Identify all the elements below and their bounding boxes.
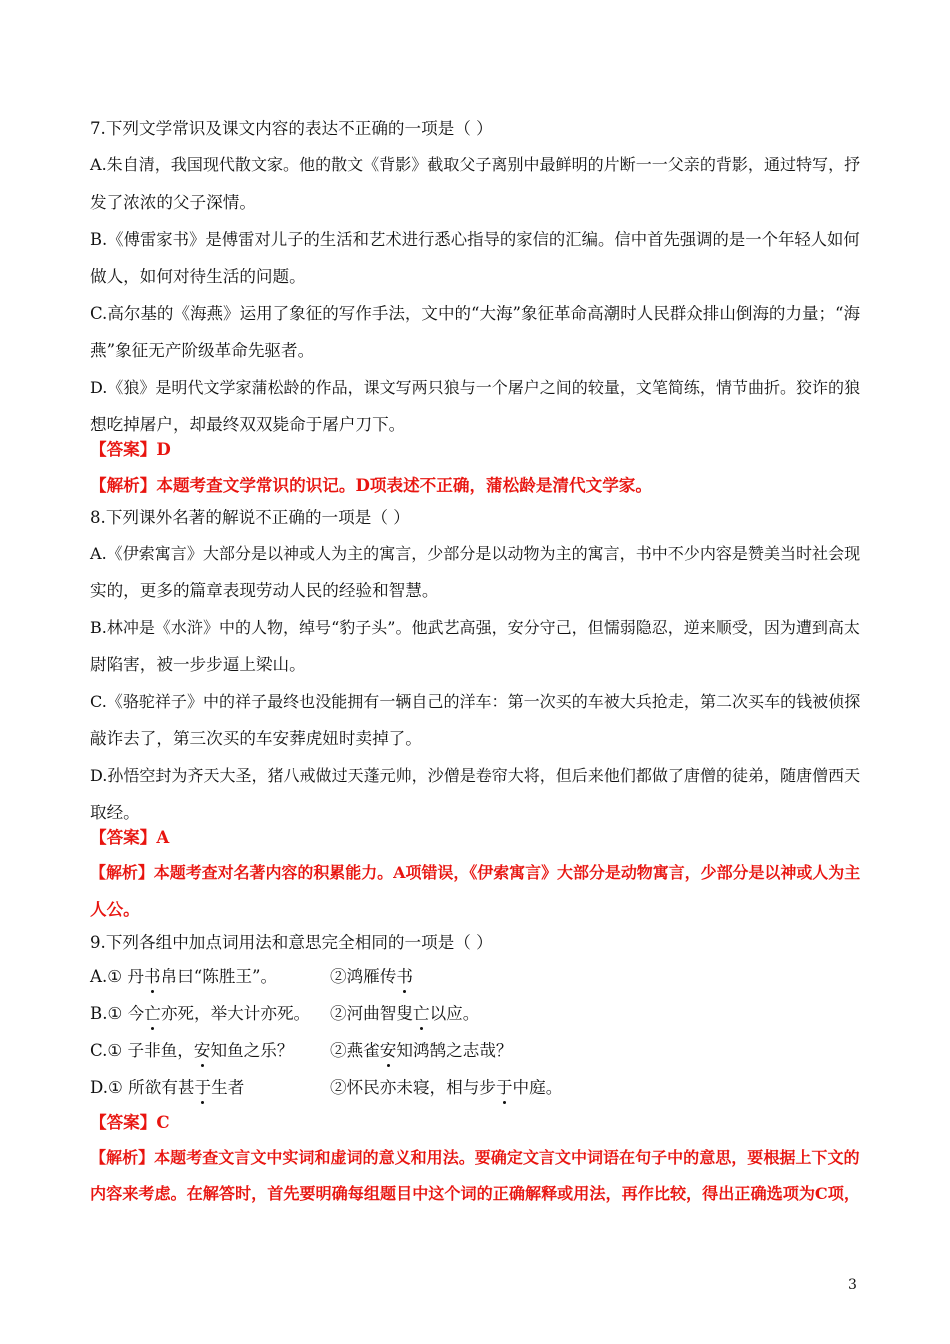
q7-option-a-line1: A.朱自清，我国现代散文家。他的散文《背影》截取父子离别中最鲜明的片断一一父亲的背影，通过特写，抒: [90, 155, 861, 174]
q8-option-b-line2: 尉陷害，被一步步逼上梁山。: [90, 655, 306, 674]
q9-c-left-dotted-word: 安: [193, 1041, 211, 1060]
q8-option-d-line2: 取经。: [90, 803, 140, 822]
q9-a-left-suffix: 帛曰“陈胜王”。: [160, 967, 278, 986]
q9-b-left-prefix: B.① 今: [90, 1004, 145, 1023]
q9-d-left-suffix: 生者: [211, 1078, 245, 1097]
q9-c-right-dotted-word: 安: [379, 1041, 397, 1060]
q8-option-d-line1: D.孙悟空封为齐天大圣，猪八戒做过天蓬元帅，沙僧是卷帘大将，但后来他们都做了唐僧的徒弟，随唐僧西天: [90, 766, 861, 785]
q9-c-left-suffix: 知鱼之乐？: [210, 1041, 294, 1060]
q7-option-c-line2: 燕”象征无产阶级革命先驱者。: [90, 341, 315, 360]
page-number: 3: [848, 1277, 857, 1293]
q9-a-right: [330, 966, 413, 988]
q9-b-right-suffix: 以应。: [429, 1004, 480, 1023]
q9-d-right-suffix: 中庭。: [512, 1078, 563, 1097]
q9-answer: 【答案】C: [90, 1112, 170, 1132]
q7-stem: 7.下列文学常识及课文内容的表达不正确的一项是（ ）: [90, 119, 493, 138]
q7-option-c-line1: C.高尔基的《海燕》运用了象征的写作手法，文中的“大海”象征革命高潮时人民群众排山倒海的力量；“海: [90, 304, 861, 323]
q9-a-left-prefix: A.① 丹: [90, 967, 145, 986]
q8-analysis-line1: 【解析】本题考查对名著内容的积累能力。A项错误，《伊索寓言》大部分是动物寓言，少部分是以神或人为主: [90, 863, 861, 882]
q9-b-right: [330, 1003, 479, 1025]
q9-b-right-prefix: ②河曲智叟: [330, 1004, 413, 1023]
q9-a-right-dotted-word: 书: [396, 967, 413, 986]
q7-option-b-line2: 做人，如何对待生活的问题。: [90, 267, 306, 286]
q9-b-left-dotted-word: 亡: [144, 1004, 161, 1023]
q9-c-right-suffix: 知鸿鹄之志哉？: [396, 1041, 513, 1060]
q9-c-left-prefix: C.① 子非鱼，: [90, 1041, 194, 1060]
q9-option-a: [90, 966, 413, 988]
q9-stem: 9.下列各组中加点词用法和意思完全相同的一项是（ ）: [90, 933, 493, 952]
q9-option-d: [90, 1077, 563, 1099]
q9-option-b: [90, 1003, 480, 1025]
q8-option-a-line2: 实的，更多的篇章表现劳动人民的经验和智慧。: [90, 581, 439, 600]
q8-option-c-line2: 敲诈去了，第三次买的车安葬虎妞时卖掉了。: [90, 729, 422, 748]
q7-answer: 【答案】D: [90, 439, 171, 459]
q7-option-d-line2: 想吃掉屠户，却最终双双毙命于屠户刀下。: [90, 415, 406, 434]
q9-d-left-prefix: D.① 所欲有甚: [90, 1078, 195, 1097]
q8-analysis-line2: 人公。: [90, 899, 140, 919]
q7-option-d-line1: D.《狼》是明代文学家蒲松龄的作品，课文写两只狼与一个屠户之间的较量，文笔简练，情节曲折。狡诈的狼: [90, 378, 861, 397]
q9-d-right: [330, 1077, 562, 1099]
q8-option-c-line1: C.《骆驼祥子》中的祥子最终也没能拥有一辆自己的洋车：第一次买的车被大兵抢走，第二次买车的钱被侦探: [90, 692, 861, 711]
q9-analysis-line2: 内容来考虑。在解答时，首先要明确每组题目中这个词的正确解释或用法，再作比较，得出正确选项为C项，: [90, 1184, 860, 1203]
q9-b-right-dotted-word: 亡: [412, 1004, 430, 1023]
q9-option-c: [90, 1040, 513, 1062]
q8-option-a-line1: A.《伊索寓言》大部分是以神或人为主的寓言，少部分是以动物为主的寓言，书中不少内容是赞美当时社会现: [90, 544, 861, 563]
q9-d-left-dotted-word: 于: [194, 1078, 212, 1097]
q9-c-right-prefix: ②燕雀: [330, 1041, 380, 1060]
q8-option-b-line1: B.林冲是《水浒》中的人物，绰号“豹子头”。他武艺高强，安分守己，但懦弱隐忍，逆来顺受，因为遭到高太: [90, 618, 860, 637]
q7-option-b-line1: B.《傅雷家书》是傅雷对儿子的生活和艺术进行悉心指导的家信的汇编。信中首先强调的是一个年轻人如何: [90, 230, 860, 249]
q9-b-left-suffix: 亦死，举大计亦死。: [160, 1004, 311, 1023]
q9-d-right-prefix: ②怀民亦未寝，相与步: [330, 1078, 496, 1097]
q9-a-right-prefix: ②鸿雁传: [330, 967, 397, 986]
q9-d-right-dotted-word: 于: [495, 1078, 513, 1097]
q8-answer: 【答案】A: [90, 827, 170, 847]
q9-a-left-dotted-word: 书: [144, 967, 161, 986]
q7-option-a-line2: 发了浓浓的父子深情。: [90, 193, 256, 212]
q7-analysis: 【解析】本题考查文学常识的识记。D项表述不正确，蒲松龄是清代文学家。: [90, 475, 652, 495]
q9-analysis-line1: 【解析】本题考查文言文中实词和虚词的意义和用法。要确定文言文中词语在句子中的意思，要根据上下文的: [90, 1148, 860, 1167]
q9-c-right: [330, 1040, 513, 1062]
q8-stem: 8.下列课外名著的解说不正确的一项是（ ）: [90, 508, 410, 527]
